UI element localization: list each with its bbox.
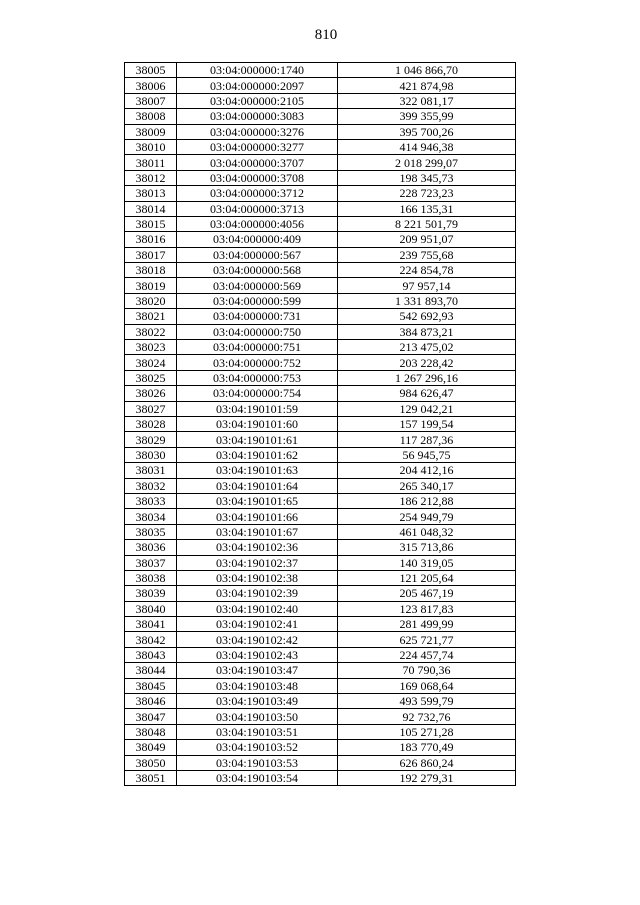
table-row (125, 509, 516, 524)
table-row (125, 647, 516, 662)
table-row (125, 124, 516, 139)
cadastral-number-cell: 03:04:000000:731 (177, 309, 338, 324)
cadastral-value-cell: 224 854,78 (338, 263, 516, 278)
row-number-cell: 38031 (125, 463, 177, 478)
cadastral-number-cell: 03:04:190103:53 (177, 755, 338, 770)
cadastral-value-cell: 626 860,24 (338, 755, 516, 770)
cadastral-value-cell: 213 475,02 (338, 340, 516, 355)
row-number-cell: 38050 (125, 755, 177, 770)
cadastral-number-cell: 03:04:000000:2105 (177, 93, 338, 108)
cadastral-value-cell: 493 599,79 (338, 694, 516, 709)
cadastral-number-cell: 03:04:190102:41 (177, 617, 338, 632)
cadastral-value-cell: 254 949,79 (338, 509, 516, 524)
cadastral-value-cell: 1 331 893,70 (338, 293, 516, 308)
cadastral-number-cell: 03:04:190101:59 (177, 401, 338, 416)
cadastral-number-cell: 03:04:000000:3276 (177, 124, 338, 139)
cadastral-number-cell: 03:04:190101:61 (177, 432, 338, 447)
table-row (125, 740, 516, 755)
cadastral-value-cell: 123 817,83 (338, 601, 516, 616)
table-row (125, 416, 516, 431)
cadastral-number-cell: 03:04:190102:43 (177, 647, 338, 662)
table-row (125, 555, 516, 570)
row-number-cell: 38044 (125, 663, 177, 678)
cadastral-value-cell: 157 199,54 (338, 416, 516, 431)
table-row (125, 186, 516, 201)
cadastral-number-cell: 03:04:000000:2097 (177, 78, 338, 93)
cadastral-number-cell: 03:04:000000:3713 (177, 201, 338, 216)
row-number-cell: 38028 (125, 416, 177, 431)
row-number-cell: 38034 (125, 509, 177, 524)
cadastral-value-cell: 203 228,42 (338, 355, 516, 370)
cadastral-number-cell: 03:04:190101:64 (177, 478, 338, 493)
table-row (125, 340, 516, 355)
row-number-cell: 38049 (125, 740, 177, 755)
cadastral-value-cell: 315 713,86 (338, 540, 516, 555)
table-row (125, 524, 516, 539)
row-number-cell: 38014 (125, 201, 177, 216)
table-row (125, 401, 516, 416)
table-row (125, 93, 516, 108)
table-row (125, 355, 516, 370)
cadastral-number-cell: 03:04:000000:569 (177, 278, 338, 293)
cadastral-number-cell: 03:04:000000:599 (177, 293, 338, 308)
cadastral-value-cell: 105 271,28 (338, 724, 516, 739)
page-number: 810 (314, 27, 338, 43)
cadastral-value-cell: 70 790,36 (338, 663, 516, 678)
table-row (125, 201, 516, 216)
cadastral-value-cell: 56 945,75 (338, 447, 516, 462)
cadastral-number-cell: 03:04:190101:66 (177, 509, 338, 524)
row-number-cell: 38025 (125, 370, 177, 385)
row-number-cell: 38009 (125, 124, 177, 139)
cadastral-value-cell: 2 018 299,07 (338, 155, 516, 170)
table-row (125, 478, 516, 493)
cadastral-number-cell: 03:04:190102:40 (177, 601, 338, 616)
row-number-cell: 38015 (125, 216, 177, 231)
cadastral-value-cell: 414 946,38 (338, 139, 516, 154)
row-number-cell: 38047 (125, 709, 177, 724)
row-number-cell: 38043 (125, 647, 177, 662)
row-number-cell: 38021 (125, 309, 177, 324)
cadastral-value-cell: 322 081,17 (338, 93, 516, 108)
table-row (125, 278, 516, 293)
row-number-cell: 38032 (125, 478, 177, 493)
cadastral-number-cell: 03:04:190102:36 (177, 540, 338, 555)
cadastral-number-cell: 03:04:000000:750 (177, 324, 338, 339)
row-number-cell: 38023 (125, 340, 177, 355)
cadastral-value-table (124, 62, 516, 786)
row-number-cell: 38022 (125, 324, 177, 339)
cadastral-value-cell: 384 873,21 (338, 324, 516, 339)
row-number-cell: 38040 (125, 601, 177, 616)
row-number-cell: 38027 (125, 401, 177, 416)
cadastral-value-cell: 117 287,36 (338, 432, 516, 447)
table-row (125, 78, 516, 93)
cadastral-number-cell: 03:04:000000:3712 (177, 186, 338, 201)
row-number-cell: 38013 (125, 186, 177, 201)
row-number-cell: 38045 (125, 678, 177, 693)
row-number-cell: 38046 (125, 694, 177, 709)
row-number-cell: 38035 (125, 524, 177, 539)
cadastral-number-cell: 03:04:190103:47 (177, 663, 338, 678)
cadastral-number-cell: 03:04:190103:51 (177, 724, 338, 739)
table-row (125, 463, 516, 478)
row-number-cell: 38042 (125, 632, 177, 647)
row-number-cell: 38010 (125, 139, 177, 154)
cadastral-value-cell: 205 467,19 (338, 586, 516, 601)
table-row (125, 617, 516, 632)
row-number-cell: 38024 (125, 355, 177, 370)
table-row (125, 694, 516, 709)
cadastral-value-cell: 209 951,07 (338, 232, 516, 247)
table-row (125, 632, 516, 647)
cadastral-value-cell: 399 355,99 (338, 109, 516, 124)
cadastral-value-cell: 186 212,88 (338, 493, 516, 508)
table-row (125, 370, 516, 385)
cadastral-value-cell: 461 048,32 (338, 524, 516, 539)
cadastral-number-cell: 03:04:000000:3277 (177, 139, 338, 154)
row-number-cell: 38019 (125, 278, 177, 293)
table-row (125, 109, 516, 124)
row-number-cell: 38029 (125, 432, 177, 447)
cadastral-value-cell: 140 319,05 (338, 555, 516, 570)
row-number-cell: 38017 (125, 247, 177, 262)
table-row (125, 770, 516, 785)
cadastral-value-cell: 395 700,26 (338, 124, 516, 139)
cadastral-number-cell: 03:04:000000:3708 (177, 170, 338, 185)
table-row (125, 247, 516, 262)
row-number-cell: 38016 (125, 232, 177, 247)
cadastral-value-cell: 542 692,93 (338, 309, 516, 324)
table-row (125, 493, 516, 508)
cadastral-value-cell: 228 723,23 (338, 186, 516, 201)
cadastral-number-cell: 03:04:000000:568 (177, 263, 338, 278)
row-number-cell: 38011 (125, 155, 177, 170)
cadastral-value-cell: 239 755,68 (338, 247, 516, 262)
table-row (125, 755, 516, 770)
row-number-cell: 38008 (125, 109, 177, 124)
row-number-cell: 38033 (125, 493, 177, 508)
cadastral-number-cell: 03:04:000000:1740 (177, 63, 338, 78)
table-row (125, 232, 516, 247)
cadastral-number-cell: 03:04:190103:52 (177, 740, 338, 755)
table-row (125, 263, 516, 278)
cadastral-value-cell: 166 135,31 (338, 201, 516, 216)
row-number-cell: 38026 (125, 386, 177, 401)
table-row (125, 63, 516, 78)
table-row (125, 540, 516, 555)
table-row (125, 309, 516, 324)
cadastral-number-cell: 03:04:000000:753 (177, 370, 338, 385)
cadastral-number-cell: 03:04:190101:60 (177, 416, 338, 431)
table-row (125, 678, 516, 693)
cadastral-value-cell: 281 499,99 (338, 617, 516, 632)
table-row (125, 139, 516, 154)
cadastral-value-cell: 183 770,49 (338, 740, 516, 755)
cadastral-number-cell: 03:04:000000:3707 (177, 155, 338, 170)
cadastral-number-cell: 03:04:190101:65 (177, 493, 338, 508)
row-number-cell: 38007 (125, 93, 177, 108)
row-number-cell: 38038 (125, 570, 177, 585)
table-row (125, 663, 516, 678)
cadastral-value-cell: 265 340,17 (338, 478, 516, 493)
cadastral-value-cell: 129 042,21 (338, 401, 516, 416)
cadastral-value-cell: 1 267 296,16 (338, 370, 516, 385)
table-row (125, 601, 516, 616)
cadastral-number-cell: 03:04:000000:752 (177, 355, 338, 370)
cadastral-number-cell: 03:04:190103:48 (177, 678, 338, 693)
row-number-cell: 38036 (125, 540, 177, 555)
cadastral-value-cell: 92 732,76 (338, 709, 516, 724)
row-number-cell: 38039 (125, 586, 177, 601)
table-row (125, 709, 516, 724)
table-row (125, 570, 516, 585)
cadastral-number-cell: 03:04:000000:3083 (177, 109, 338, 124)
cadastral-number-cell: 03:04:000000:4056 (177, 216, 338, 231)
table-row (125, 586, 516, 601)
row-number-cell: 38030 (125, 447, 177, 462)
cadastral-number-cell: 03:04:190102:42 (177, 632, 338, 647)
row-number-cell: 38020 (125, 293, 177, 308)
table-row (125, 386, 516, 401)
cadastral-value-cell: 169 068,64 (338, 678, 516, 693)
cadastral-number-cell: 03:04:190102:38 (177, 570, 338, 585)
cadastral-number-cell: 03:04:190102:37 (177, 555, 338, 570)
table-row (125, 216, 516, 231)
row-number-cell: 38048 (125, 724, 177, 739)
table-row (125, 170, 516, 185)
cadastral-value-cell: 97 957,14 (338, 278, 516, 293)
cadastral-value-cell: 192 279,31 (338, 770, 516, 785)
cadastral-number-cell: 03:04:190102:39 (177, 586, 338, 601)
cadastral-number-cell: 03:04:190101:63 (177, 463, 338, 478)
cadastral-value-cell: 421 874,98 (338, 78, 516, 93)
cadastral-value-cell: 625 721,77 (338, 632, 516, 647)
row-number-cell: 38006 (125, 78, 177, 93)
table-body (125, 63, 516, 786)
table-row (125, 324, 516, 339)
cadastral-value-cell: 8 221 501,79 (338, 216, 516, 231)
cadastral-number-cell: 03:04:190103:54 (177, 770, 338, 785)
cadastral-value-cell: 984 626,47 (338, 386, 516, 401)
cadastral-value-cell: 198 345,73 (338, 170, 516, 185)
cadastral-number-cell: 03:04:000000:409 (177, 232, 338, 247)
row-number-cell: 38012 (125, 170, 177, 185)
table-row (125, 724, 516, 739)
cadastral-number-cell: 03:04:190103:49 (177, 694, 338, 709)
table-row (125, 155, 516, 170)
cadastral-number-cell: 03:04:000000:751 (177, 340, 338, 355)
cadastral-number-cell: 03:04:000000:754 (177, 386, 338, 401)
cadastral-number-cell: 03:04:190101:62 (177, 447, 338, 462)
row-number-cell: 38037 (125, 555, 177, 570)
row-number-cell: 38051 (125, 770, 177, 785)
row-number-cell: 38005 (125, 63, 177, 78)
row-number-cell: 38018 (125, 263, 177, 278)
cadastral-number-cell: 03:04:190101:67 (177, 524, 338, 539)
cadastral-value-cell: 1 046 866,70 (338, 63, 516, 78)
row-number-cell: 38041 (125, 617, 177, 632)
cadastral-value-cell: 224 457,74 (338, 647, 516, 662)
table-row (125, 447, 516, 462)
cadastral-value-cell: 121 205,64 (338, 570, 516, 585)
cadastral-number-cell: 03:04:190103:50 (177, 709, 338, 724)
cadastral-number-cell: 03:04:000000:567 (177, 247, 338, 262)
table-row (125, 293, 516, 308)
cadastral-value-cell: 204 412,16 (338, 463, 516, 478)
table-row (125, 432, 516, 447)
